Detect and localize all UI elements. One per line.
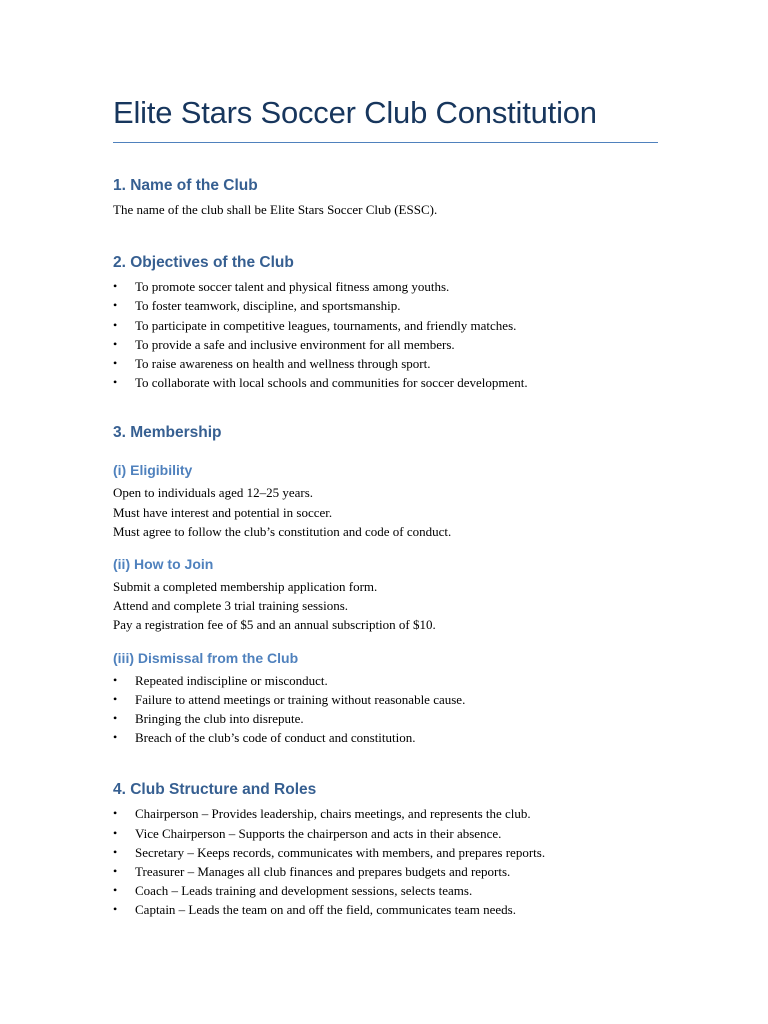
bullet-icon: • [113,691,118,706]
list-item: • To participate in competitive leagues, tournaments, and friendly matches. [113,316,658,335]
section-heading-structure: 4. Club Structure and Roles [113,781,317,799]
bullet-icon: • [113,336,118,351]
bullet-icon: • [113,902,118,917]
bullet-icon: • [113,375,118,390]
join-line: Pay a registration fee of $5 and an annual subscription of $10. [113,617,436,633]
bullet-icon: • [113,883,118,898]
list-item: • To promote soccer talent and physical fitness among youths. [113,277,658,296]
roles-list [113,804,658,919]
eligibility-line: Open to individuals aged 12–25 years. [113,485,314,501]
subheading-how-to-join: (ii) How to Join [113,556,214,573]
list-item: • Vice Chairperson – Supports the chairperson and acts in their absence. [113,824,658,843]
eligibility-line: Must agree to follow the club’s constitution and code of conduct. [113,523,452,539]
list-item: • Treasurer – Manages all club finances and prepares budgets and reports. [113,862,658,881]
bullet-icon: • [113,279,118,294]
bullet-icon: • [113,711,118,726]
list-item: • To provide a safe and inclusive environment for all members. [113,335,658,354]
subheading-dismissal: (iii) Dismissal from the Club [113,649,299,666]
document-body [113,94,658,920]
list-item: • Captain – Leads the team on and off the field, communicates team needs. [113,900,658,919]
list-item: • To raise awareness on health and wellness through sport. [113,354,658,373]
section-name-text: The name of the club shall be Elite Stars Soccer Club (ESSC). [113,202,438,217]
join-line: Submit a completed membership application form. [113,579,378,595]
bullet-icon: • [113,844,118,859]
section-heading-name: 1. Name of the Club [113,177,258,194]
list-item: • Secretary – Keeps records, communicates with members, and prepares reports. [113,843,658,862]
bullet-icon: • [113,825,118,840]
objectives-list [113,277,658,392]
list-item: • To collaborate with local schools and communities for soccer development. [113,373,658,392]
bullet-icon: • [113,356,118,371]
bullet-icon: • [113,298,118,313]
dismissal-list [113,671,658,748]
list-item: • Breach of the club’s code of conduct and constitution. [113,728,658,747]
list-item: • Repeated indiscipline or misconduct. [113,671,658,690]
bullet-icon: • [113,730,118,745]
section-heading-objectives: 2. Objectives of the Club [113,254,294,272]
list-item: • Bringing the club into disrepute. [113,709,658,728]
join-line: Attend and complete 3 trial training sessions. [113,598,349,614]
bullet-icon: • [113,317,118,332]
document-title: Elite Stars Soccer Club Constitution [113,94,658,143]
list-item: • Failure to attend meetings or training without reasonable cause. [113,690,658,709]
bullet-icon: • [113,864,118,879]
section-heading-membership: 3. Membership [113,424,222,442]
list-item: • To foster teamwork, discipline, and sportsmanship. [113,296,658,315]
bullet-icon: • [113,806,118,821]
bullet-icon: • [113,672,118,687]
eligibility-line: Must have interest and potential in soccer. [113,504,333,520]
subheading-eligibility: (i) Eligibility [113,462,193,479]
list-item: • Chairperson – Provides leadership, chairs meetings, and represents the club. [113,804,658,823]
list-item: • Coach – Leads training and development sessions, selects teams. [113,881,658,900]
